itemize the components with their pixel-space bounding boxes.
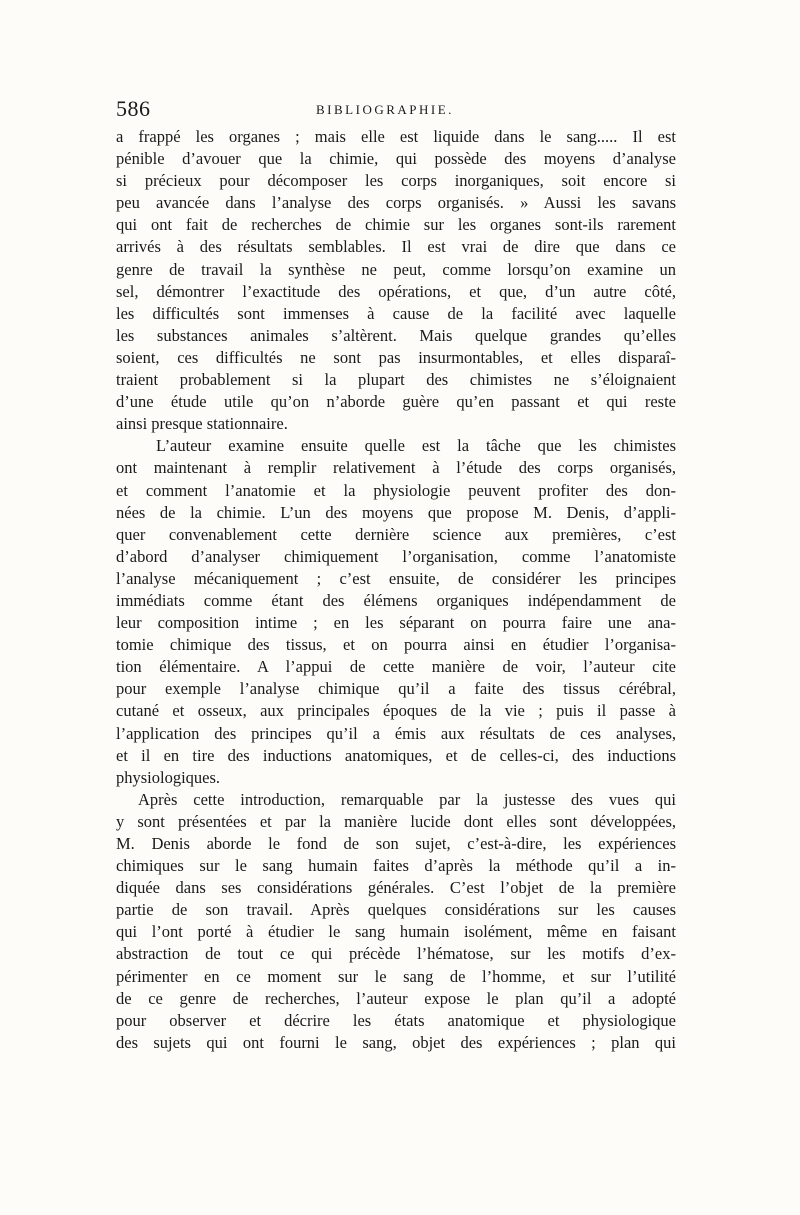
text-line: pénible d’avouer que la chimie, qui possède des moyens d’analyse xyxy=(116,149,676,169)
text-line: périmenter en ce moment sur le sang de l’homme, et sur l’utilité xyxy=(116,966,676,986)
running-title: BIBLIOGRAPHIE. xyxy=(316,102,454,117)
text-line: cutané et osseux, aux principales époques de la vie ; puis il passe à xyxy=(116,701,676,721)
page-number: 586 xyxy=(116,96,151,121)
text-line: nées de la chimie. L’un des moyens que propose M. Denis, d’appli- xyxy=(116,502,676,522)
text-line: chimiques sur le sang humain faites d’après la méthode qu’il a in- xyxy=(116,856,676,876)
text-line: et il en tire des inductions anatomiques, et de celles-ci, des inductions xyxy=(116,745,676,765)
text-line: les substances animales s’altèrent. Mais quelque grandes qu’elles xyxy=(116,325,676,345)
text-line: de ce genre de recherches, l’auteur expose le plan qu’il a adopté xyxy=(116,988,676,1008)
text-line: arrivés à des résultats semblables. Il est vrai de dire que dans ce xyxy=(116,237,676,257)
text-line: y sont présentées et par la manière lucide dont elles sont développées, xyxy=(116,811,676,831)
text-line: et comment l’anatomie et la physiologie peuvent profiter des don- xyxy=(116,480,676,500)
text-line: genre de travail la synthèse ne peut, comme lorsqu’on examine un xyxy=(116,259,676,279)
text-line: l’analyse mécaniquement ; c’est ensuite, de considérer les principes xyxy=(116,568,676,588)
text-line: soient, ces difficultés ne sont pas insurmontables, et elles disparaî- xyxy=(116,347,676,367)
text-line: diquée dans ses considérations générales. C’est l’objet de la première xyxy=(116,878,676,898)
text-line: partie de son travail. Après quelques considérations sur les causes xyxy=(116,900,676,920)
text-line: quer convenablement cette dernière science aux premières, c’est xyxy=(116,524,676,544)
text-line: a frappé les organes ; mais elle est liquide dans le sang..... Il est xyxy=(116,127,676,146)
text-line: les difficultés sont immenses à cause de la facilité avec laquelle xyxy=(116,303,676,323)
text-line: traient probablement si la plupart des chimistes ne s’éloignaient xyxy=(116,370,676,390)
text-line: d’une étude utile qu’on n’aborde guère qu’en passant et qui reste xyxy=(116,392,676,412)
text-line: pour observer et décrire les états anatomique et physiologique xyxy=(116,1010,676,1030)
text-line: leur composition intime ; en les séparant on pourra faire une ana- xyxy=(116,613,676,633)
text-line: d’abord d’analyser chimiquement l’organisation, comme l’anatomiste xyxy=(116,546,676,566)
text-line: M. Denis aborde le fond de son sujet, c’est-à-dire, les expériences xyxy=(116,834,676,853)
body-text xyxy=(116,126,676,1054)
text-line: tomie chimique des tissus, et on pourra ainsi en étudier l’organisa- xyxy=(116,635,676,655)
text-line: des sujets qui ont fourni le sang, objet des expériences ; plan qui xyxy=(116,1032,676,1052)
text-line: tion élémentaire. A l’appui de cette manière de voir, l’auteur cite xyxy=(116,657,676,677)
text-line: peu avancée dans l’analyse des corps organisés. » Aussi les savans xyxy=(116,193,676,213)
text-line: ont maintenant à remplir relativement à l’étude des corps organisés, xyxy=(116,458,676,478)
text-line: l’application des principes qu’il a émis aux résultats de ces analyses, xyxy=(116,723,676,743)
text-line: ainsi presque stationnaire. xyxy=(116,414,288,434)
text-line: abstraction de tout ce qui précède l’hématose, sur les motifs d’ex- xyxy=(116,944,676,964)
text-line: immédiats comme étant des élémens organiques indépendamment de xyxy=(116,590,676,610)
paragraph-start-line: Après cette introduction, remarquable par la justesse des vues qui xyxy=(138,789,676,809)
paragraph-start-line: L’auteur examine ensuite quelle est la tâche que les chimistes xyxy=(156,436,676,456)
page-header xyxy=(116,96,676,126)
text-line: pour exemple l’analyse chimique qu’il a faite des tissus cérébral, xyxy=(116,679,676,699)
text-line: physiologiques. xyxy=(116,767,221,787)
text-line: si précieux pour décomposer les corps inorganiques, soit encore si xyxy=(116,171,676,191)
text-line: qui ont fait de recherches de chimie sur les organes sont-ils rarement xyxy=(116,215,676,235)
text-line: qui l’ont porté à étudier le sang humain isolément, même en faisant xyxy=(116,922,676,942)
text-line: sel, démontrer l’exactitude des opérations, et que, d’un autre côté, xyxy=(116,281,676,301)
